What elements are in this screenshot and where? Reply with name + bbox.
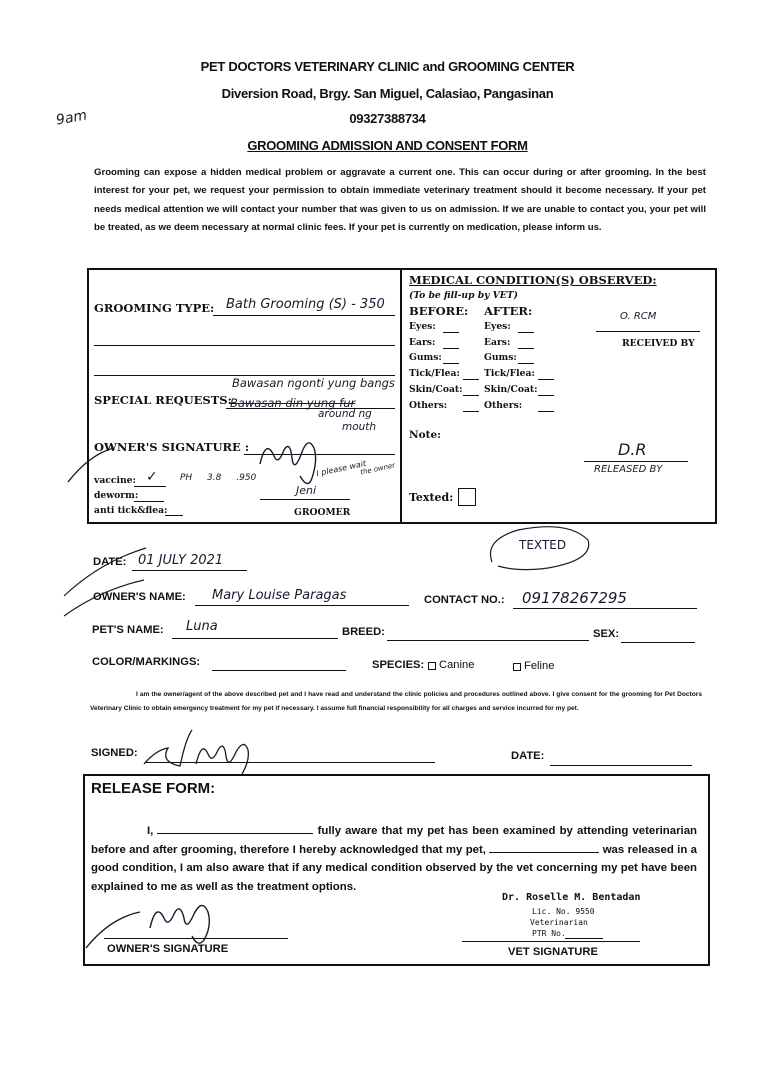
release-p1c: was released in a good condition, I am also aware that if any medical condition observed by the vet concerning my pet have been explained to me as well as the treatment options. [91, 843, 697, 893]
release-pet-name-line[interactable] [489, 841, 599, 853]
groomer-line [260, 499, 350, 500]
release-p1b: fully aware that my pet has been examined by attending veterinarian before and after grooming, therefore I hereby acknowledged that my pet, [91, 825, 697, 856]
owner-name-line [195, 605, 409, 606]
before-row-label: Skin/Coat: [409, 383, 463, 395]
before-row-label: Gums: [409, 352, 442, 364]
grooming-type-value[interactable]: Bath Grooming (S) - 350 [226, 297, 385, 312]
after-row-label: Skin/Coat: [484, 383, 538, 395]
pet-name-value[interactable]: Luna [186, 619, 218, 634]
after-row-label: Tick/Flea: [484, 368, 535, 380]
vet-license: Lic. No. 9550 [532, 907, 595, 916]
after-row-line[interactable] [538, 379, 554, 380]
before-row-label: Others: [409, 399, 448, 411]
special-request-line3[interactable]: around ng [318, 408, 372, 420]
vet-signature-label: VET SIGNATURE [508, 946, 598, 958]
clinic-name: PET DOCTORS VETERINARY CLINIC and GROOMING CENTER [200, 59, 575, 74]
medical-subtitle: (To be fill-up by VET) [409, 290, 518, 301]
signed-label: SIGNED: [91, 747, 138, 759]
owner-signature-line-release [104, 938, 288, 939]
owner-name-value[interactable]: Mary Louise Paragas [212, 588, 347, 603]
vet-name: Dr. Roselle M. Bentadan [502, 892, 641, 903]
signed-signature [140, 728, 280, 778]
released-by-line [584, 461, 688, 462]
owner-name-label: OWNER'S NAME: [93, 591, 186, 603]
consent-paragraph: I am the owner/agent of the above described pet and I have read and understand the clinic policies and procedures outlined above. I give consent for the grooming for Pet Doctors Veterinary Clinic to obtain emergency treatment for my pet if necessary. I assume full financial responsibility for all charges and service incurred for my pet. [90, 691, 702, 712]
contact-label: CONTACT NO.: [424, 594, 505, 606]
owner-signature-label: OWNER'S SIGNATURE : [94, 440, 250, 454]
medical-title: MEDICAL CONDITION(S) OBSERVED: [409, 273, 657, 287]
released-by-value: D.R [618, 440, 647, 459]
after-row-label: Others: [484, 399, 523, 411]
form-title: GROOMING ADMISSION AND CONSENT FORM [247, 138, 528, 153]
special-request-line1[interactable]: Bawasan ngonti yung bangs [232, 376, 395, 390]
breed-line[interactable] [387, 640, 589, 641]
vaccine-side-note: I please wait [315, 458, 367, 479]
before-row-line[interactable] [443, 348, 459, 349]
texted-label: Texted: [409, 491, 454, 504]
release-title: RELEASE FORM: [91, 780, 216, 797]
grooming-blank-line-1 [94, 345, 395, 346]
note-label: Note: [409, 429, 442, 441]
vet-ptr-line [565, 938, 603, 939]
pet-name-line [172, 638, 338, 639]
vet-title: Veterinarian [530, 918, 588, 927]
vaccine-checkmark[interactable]: ✓ [146, 469, 158, 485]
clinic-address: Diversion Road, Brgy. San Miguel, Calasiao, Pangasinan [221, 86, 554, 101]
after-row-line[interactable] [538, 395, 554, 396]
received-by-label: RECEIVED BY [622, 338, 695, 349]
box-divider [400, 268, 402, 522]
species-label: SPECIES: [372, 659, 425, 671]
groomer-label: GROOMER [294, 507, 351, 518]
signed-date-label: DATE: [511, 750, 545, 762]
before-row-line[interactable] [463, 379, 479, 380]
after-label: AFTER: [484, 304, 533, 318]
intro-paragraph: Grooming can expose a hidden medical problem or aggravate a current one. This can occur during or after grooming. In the best interest for your pet, we request your permission to obtain immediate veterinary treatment should it become necessary. If your pet needs medical attention we will contact your number that was given to us on admission. If we are unable to contact you, your pet will be treated, as we deem necessary at normal clinic fees. If your pet is currently on medication, please inform us. [94, 167, 706, 234]
owner-signature-label-release: OWNER'S SIGNATURE [107, 943, 229, 955]
special-request-line4[interactable]: mouth [342, 421, 377, 433]
after-row-label: Ears: [484, 336, 511, 348]
after-row-label: Eyes: [484, 321, 511, 332]
after-row-label: Gums: [484, 352, 517, 364]
antitick-line [165, 515, 183, 516]
owner-name-strike-mark [60, 570, 150, 620]
before-row-line[interactable] [463, 395, 479, 396]
contact-line [513, 608, 697, 609]
sex-line[interactable] [621, 642, 695, 643]
date-value[interactable]: 01 JULY 2021 [138, 553, 224, 568]
canine-label: Canine [439, 659, 475, 671]
grooming-type-label: GROOMING TYPE: [94, 301, 215, 315]
handwritten-time: 9am [54, 107, 89, 129]
before-row-line[interactable] [443, 363, 459, 364]
color-markings-label: COLOR/MARKINGS: [92, 656, 201, 668]
before-label: BEFORE: [409, 304, 469, 318]
contact-value[interactable]: 09178267295 [522, 589, 627, 607]
feline-checkbox[interactable] [513, 663, 521, 671]
deworm-note: Jeni [296, 484, 317, 497]
released-by-label: RELEASED BY [594, 464, 663, 475]
deworm-line [134, 501, 164, 502]
deworm-label: deworm: [94, 490, 139, 501]
special-request-line2[interactable]: Bawasan din yung fur [230, 396, 356, 410]
before-row-line[interactable] [463, 411, 479, 412]
canine-checkbox[interactable] [428, 662, 436, 670]
special-requests-label: SPECIAL REQUESTS: [94, 393, 232, 407]
after-row-line[interactable] [518, 332, 534, 333]
release-p1a: I, [147, 825, 154, 837]
pet-name-label: PET'S NAME: [92, 624, 164, 636]
before-row-label: Ears: [409, 336, 436, 348]
vaccine-line [134, 486, 166, 487]
after-row-line[interactable] [538, 411, 554, 412]
date-label: DATE: [93, 556, 127, 568]
antitick-label: anti tick&flea: [94, 505, 168, 516]
vaccine-note: PH 3.8 .950 [180, 473, 257, 483]
sex-label: SEX: [593, 628, 620, 640]
vaccine-label: vaccine: [94, 475, 136, 486]
feline-label: Feline [524, 660, 555, 672]
received-by-line [596, 331, 700, 332]
before-row-label: Tick/Flea: [409, 368, 460, 380]
after-row-line[interactable] [518, 363, 534, 364]
before-row-label: Eyes: [409, 321, 436, 332]
before-row-line[interactable] [443, 332, 459, 333]
grooming-type-line [213, 315, 395, 316]
release-owner-name-line[interactable] [157, 822, 313, 834]
clinic-phone: 09327388734 [349, 111, 426, 126]
vaccine-side-note-2: the owner [359, 461, 396, 477]
received-by-value: O. RCM [620, 311, 657, 322]
signed-date-line[interactable] [550, 765, 692, 766]
texted-stamp: TEXTED [519, 538, 567, 552]
texted-checkbox[interactable] [458, 488, 476, 506]
vet-signature-line [462, 941, 640, 942]
breed-label: BREED: [342, 626, 385, 638]
vet-ptr: PTR No. [532, 929, 566, 938]
release-paragraph [91, 822, 697, 896]
after-row-line[interactable] [518, 348, 534, 349]
color-markings-line[interactable] [212, 670, 346, 671]
